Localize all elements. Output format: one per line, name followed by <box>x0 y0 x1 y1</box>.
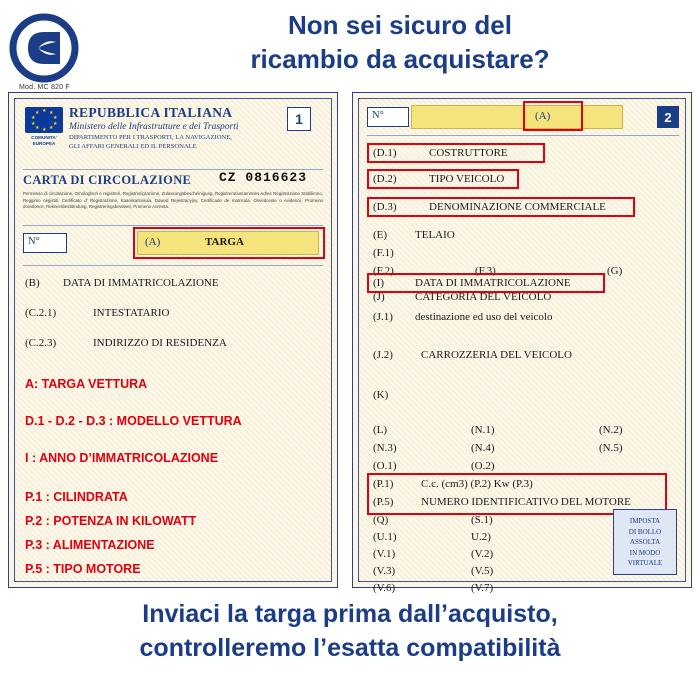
document-type-label: CARTA DI CIRCOLAZIONE <box>23 173 192 187</box>
footer-line-1: Inviaci la targa prima dall’acquisto, <box>142 600 558 628</box>
row-v2-code: (V.2) <box>471 548 494 560</box>
ministry-label: Ministero delle Infrastrutture e dei Trasporti <box>69 122 239 132</box>
document-titles <box>69 105 279 152</box>
row-j1-label: destinazione ed uso del veicolo <box>415 311 553 323</box>
row-i-code: (I) <box>373 277 384 289</box>
legend-item-p3: P.3 : ALIMENTAZIONE <box>25 538 155 552</box>
department-line-2: GLI AFFARI GENERALI ED IL PERSONALE <box>69 142 197 150</box>
field-a-label-left: (A) <box>145 236 161 248</box>
headline-line-1: Non sei sicuro del <box>288 10 512 40</box>
field-n-right: N° <box>367 107 409 127</box>
row-k-code: (K) <box>373 389 389 401</box>
row-d1-code: (D.1) <box>373 147 397 159</box>
row-e-code: (E) <box>373 229 388 241</box>
row-b-code: (B) <box>25 277 40 289</box>
row-p1-label: C.c. (cm3) (P.2) Kw (P.3) <box>421 478 533 490</box>
row-c23-label: INDIRIZZO DI RESIDENZA <box>93 337 227 349</box>
field-a-label-right: (A) <box>535 110 551 122</box>
document-type-row <box>23 171 323 189</box>
row-c21-code: (C.2.1) <box>25 307 57 319</box>
republic-label: REPUBBLICA ITALIANA <box>69 105 233 120</box>
legend-item-i: I : ANNO D’IMMATRICOLAZIONE <box>25 451 219 465</box>
row-d2-code: (D.2) <box>373 173 397 185</box>
document-page-2-body <box>358 98 686 594</box>
row-i-label: DATA DI IMMATRICOLAZIONE <box>415 277 571 289</box>
row-v1-code: (V.1) <box>373 548 396 560</box>
row-v6-code-x: (V.6) <box>373 582 396 594</box>
document-page-1-body <box>14 98 332 582</box>
row-n1-code: (N.1) <box>471 424 495 436</box>
emblem-caption-1: COMUNITA’ <box>31 135 57 140</box>
footer-line-2: controlleremo l’esatta compatibilità <box>139 633 561 662</box>
row-f1-code: (F.1) <box>373 247 394 259</box>
legend-item-d: D.1 - D.2 - D.3 : MODELLO VETTURA <box>25 414 242 428</box>
row-n2-code: (N.2) <box>599 424 623 436</box>
page-footer <box>0 598 700 666</box>
microprint-text: Permesso di circolazione, Omologhezi e registreri, Registrimigrazione, Zulassungsbescheinigung, Registrerutiuntammtes Adres Registrazione Stabilimno, Reggimo negistiti, Certificato d’ Registrazione, Kaarekarloviula, Dowod Rejestracyjny, Certificado de matricula, Osvedcenie o evidencii, Promeno dovvilonce, Reknersbestitmdung, Registreringsbevisser, Promeno Acrevita. <box>23 191 323 210</box>
row-l-code: (L) <box>373 424 388 436</box>
legend-item-p5: P.5 : TIPO MOTORE <box>25 562 141 576</box>
row-v3-code: (V.3) <box>373 565 396 577</box>
row-s1-code: (S.1) <box>471 514 493 526</box>
legend-item-p2: P.2 : POTENZA IN KILOWATT <box>25 514 197 528</box>
document-page-2 <box>352 92 692 594</box>
row-d3-label: DENOMINAZIONE COMMERCIALE <box>429 201 606 213</box>
document-page-1 <box>8 84 338 588</box>
row-v7-code: (V.7) <box>471 582 494 594</box>
row-j-code: (J) <box>373 291 385 303</box>
stamp-line-2: DI BOLLO <box>628 527 662 536</box>
page-title <box>110 8 690 77</box>
row-c23-code: (C.2.3) <box>25 337 57 349</box>
row-b-label: DATA DI IMMATRICOLAZIONE <box>63 277 219 289</box>
row-d1-label: COSTRUTTORE <box>429 147 508 159</box>
row-f3-code: (F.3) <box>475 265 496 277</box>
stamp-line-4: IN MODO <box>629 548 661 557</box>
row-j2-code: (J.2) <box>373 349 393 361</box>
document-masthead <box>23 105 315 167</box>
field-n-left: N° <box>23 233 67 253</box>
row-d3-code: (D.3) <box>373 201 397 213</box>
eu-emblem-icon <box>23 107 65 151</box>
stamp-line-3: ASSOLTA <box>629 538 661 546</box>
row-v5-code: (V.5) <box>471 565 494 577</box>
row-q-code: (Q) <box>373 514 389 526</box>
row-e-label: TELAIO <box>415 229 455 241</box>
row-n5-code: (N.5) <box>599 442 623 454</box>
row-d2-label: TIPO VEICOLO <box>429 173 505 185</box>
stamp-line-1: IMPOSTA <box>629 517 661 525</box>
legend-item-p1: P.1 : CILINDRATA <box>25 490 128 504</box>
row-g-code: (G) <box>607 265 623 277</box>
row-p1-code: (P.1) <box>373 478 394 490</box>
row-p5-code: (P.5) <box>373 496 394 508</box>
row-j2-label: CARROZZERIA DEL VEICOLO <box>421 349 572 361</box>
legend-item-a: A: TARGA VETTURA <box>25 377 148 391</box>
row-n3-code: (N.3) <box>373 442 397 454</box>
row-o1-code: (O.1) <box>373 460 397 472</box>
company-logo <box>10 14 78 82</box>
field-a-value-left: TARGA <box>205 236 244 248</box>
row-j-label: CATEGORIA DEL VEICOLO <box>415 291 552 303</box>
stamp-line-5: VIRTUALE <box>627 559 663 567</box>
document-serial-number: CZ 0816623 <box>218 170 307 185</box>
form-mod-code: Mod. MC 820 F <box>19 84 70 91</box>
department-line-1: DIPARTIMENTO PER I TRASPORTI, LA NAVIGAZIONE, <box>69 134 232 141</box>
row-j1-code: (J.1) <box>373 311 393 323</box>
row-p5-label: NUMERO IDENTIFICATIVO DEL MOTORE <box>421 496 631 508</box>
headline-line-2: ricambio da acquistare? <box>250 44 550 75</box>
row-c21-label: INTESTATARIO <box>93 307 170 319</box>
eu-flag-icon: ★ ★ ★ ★ ★ ★ ★ ★ ★ ★ <box>25 107 63 133</box>
row-u2-code: U.2) <box>471 531 491 543</box>
row-o2-code: (O.2) <box>471 460 495 472</box>
emblem-caption-2: EUROPEA <box>32 140 56 146</box>
top-yellow-band <box>411 105 623 129</box>
row-n4-code: (N.4) <box>471 442 495 454</box>
row-u1-code: (U.1) <box>373 531 397 543</box>
page-header <box>0 0 700 100</box>
page-number-badge-1: 1 <box>287 107 311 131</box>
row-f2-code: (F.2) <box>373 265 394 277</box>
stamp-box <box>613 509 677 575</box>
page-number-badge-2: 2 <box>657 106 679 128</box>
